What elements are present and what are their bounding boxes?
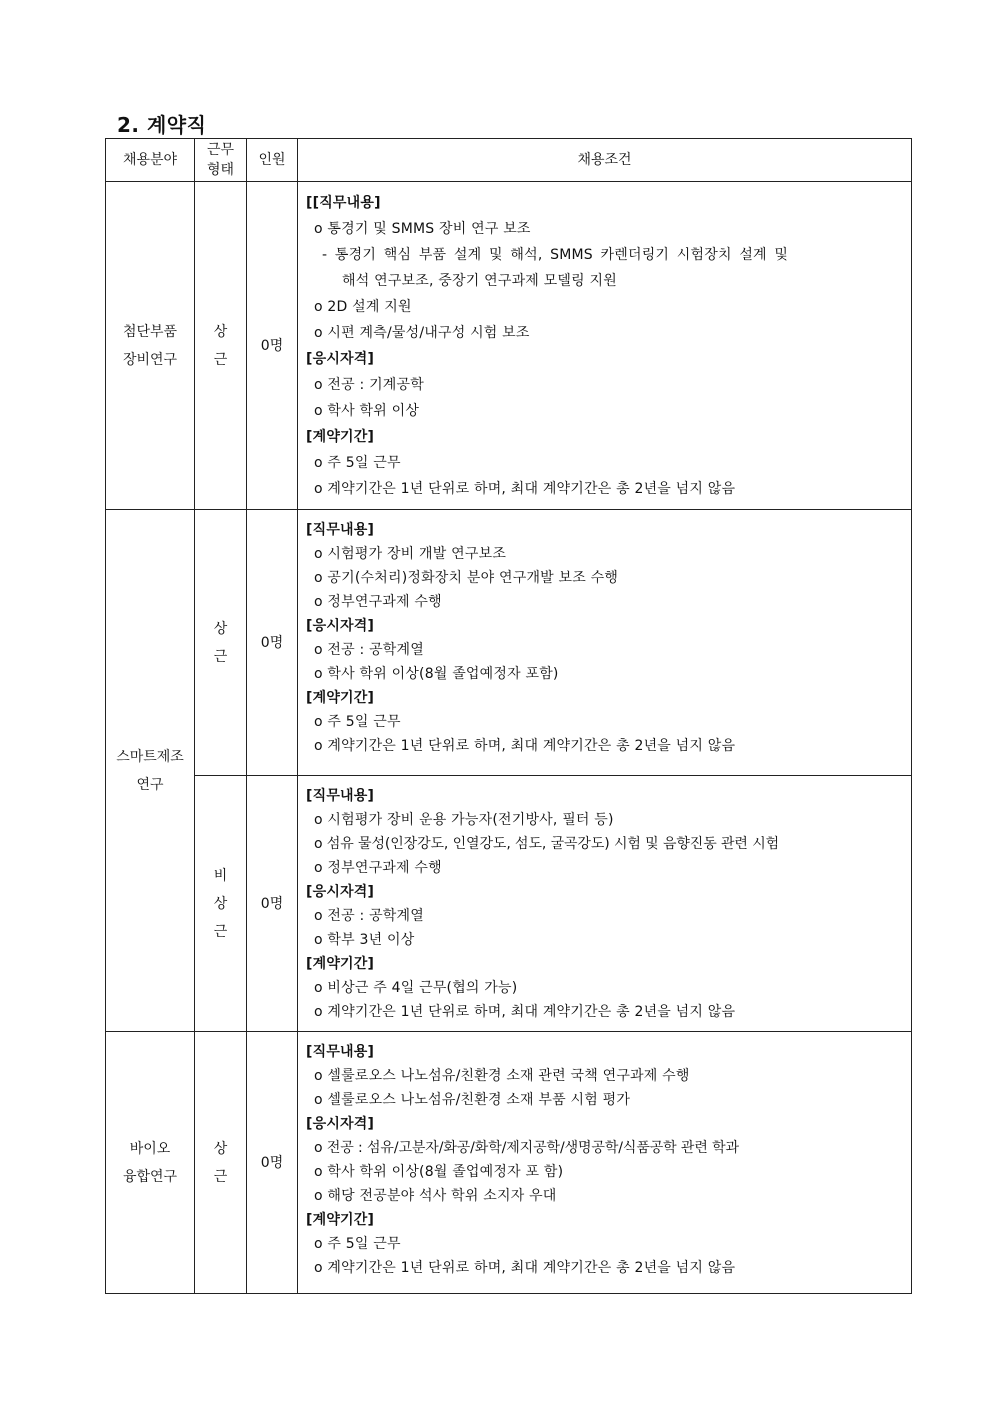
duty-title: [직무내용] bbox=[306, 788, 375, 804]
qual-title: [응시자격] bbox=[306, 351, 375, 367]
conditions-cell bbox=[298, 182, 912, 510]
field-cell: 스마트제조 연구 bbox=[106, 510, 195, 1032]
duty-item: o 시편 계측/물성/내구성 시험 보조 bbox=[314, 325, 530, 341]
period-item: o 주 5일 근무 bbox=[314, 714, 401, 730]
qual-title: [응시자격] bbox=[306, 1116, 375, 1132]
duty-item: o 통경기 및 SMMS 장비 연구 보조 bbox=[314, 221, 531, 237]
header-count: 인원 bbox=[247, 139, 298, 182]
count-cell: 0명 bbox=[247, 776, 298, 1032]
duty-item: o 2D 설계 지원 bbox=[314, 299, 412, 315]
duty-item: o 정부연구과제 수행 bbox=[314, 860, 442, 876]
period-item: o 주 5일 근무 bbox=[314, 455, 401, 471]
header-conditions: 채용조건 bbox=[298, 139, 912, 182]
contract-positions-table bbox=[105, 138, 912, 1294]
field-cell: 바이오 융합연구 bbox=[106, 1032, 195, 1294]
field-cell: 첨단부품 장비연구 bbox=[106, 182, 195, 510]
section-heading: 2. 계약직 bbox=[117, 113, 207, 137]
conditions-cell bbox=[298, 776, 912, 1032]
count-cell: 0명 bbox=[247, 510, 298, 776]
header-form: 근무 형태 bbox=[195, 139, 247, 182]
qual-title: [응시자격] bbox=[306, 618, 375, 634]
period-item: o 주 5일 근무 bbox=[314, 1236, 401, 1252]
count-cell: 0명 bbox=[247, 182, 298, 510]
duty-subitem: - 통경기 핵심 부품 설계 및 해석, SMMS 카렌더링기 시험장치 설계 및 bbox=[322, 247, 789, 263]
duty-item: o 섬유 물성(인장강도, 인열강도, 섬도, 굴곡강도) 시험 및 음향진동 관련 시험 bbox=[314, 836, 780, 852]
duty-title: [[직무내용] bbox=[306, 195, 381, 211]
qual-item: o 학사 학위 이상 bbox=[314, 403, 420, 419]
conditions-cell bbox=[298, 1032, 912, 1294]
qual-item: o 학사 학위 이상(8월 졸업예정자 포함) bbox=[314, 666, 559, 682]
table-row bbox=[106, 776, 912, 1032]
header-row bbox=[106, 139, 912, 182]
count-cell: 0명 bbox=[247, 1032, 298, 1294]
duty-title: [직무내용] bbox=[306, 1044, 375, 1060]
duty-title: [직무내용] bbox=[306, 522, 375, 538]
period-item: o 비상근 주 4일 근무(협의 가능) bbox=[314, 980, 518, 996]
qual-title: [응시자격] bbox=[306, 884, 375, 900]
duty-item: o 공기(수처리)정화장치 분야 연구개발 보조 수행 bbox=[314, 570, 619, 586]
duty-item: o 정부연구과제 수행 bbox=[314, 594, 442, 610]
duty-item: o 셀룰로오스 나노섬유/친환경 소재 관련 국책 연구과제 수행 bbox=[314, 1068, 690, 1084]
duty-subitem-cont: 해석 연구보조, 중장기 연구과제 모델링 지원 bbox=[342, 273, 617, 289]
period-title: [계약기간] bbox=[306, 690, 375, 706]
form-cell: 비 상 근 bbox=[195, 776, 247, 1032]
duty-item: o 시험평가 장비 개발 연구보조 bbox=[314, 546, 507, 562]
period-item: o 계약기간은 1년 단위로 하며, 최대 계약기간은 총 2년을 넘지 않음 bbox=[314, 1004, 736, 1020]
period-title: [계약기간] bbox=[306, 1212, 375, 1228]
qual-item: o 전공 : 공학계열 bbox=[314, 642, 424, 658]
header-field: 채용분야 bbox=[106, 139, 195, 182]
period-item: o 계약기간은 1년 단위로 하며, 최대 계약기간은 총 2년을 넘지 않음 bbox=[314, 1260, 736, 1276]
table-row bbox=[106, 1032, 912, 1294]
qual-item: o 학부 3년 이상 bbox=[314, 932, 415, 948]
qual-item: o 전공 : 기계공학 bbox=[314, 377, 424, 393]
duty-item: o 시험평가 장비 운용 가능자(전기방사, 필터 등) bbox=[314, 812, 614, 828]
period-item: o 계약기간은 1년 단위로 하며, 최대 계약기간은 총 2년을 넘지 않음 bbox=[314, 738, 736, 754]
period-item: o 계약기간은 1년 단위로 하며, 최대 계약기간은 총 2년을 넘지 않음 bbox=[314, 481, 736, 497]
period-title: [계약기간] bbox=[306, 429, 375, 445]
form-cell: 상 근 bbox=[195, 510, 247, 776]
table-row bbox=[106, 182, 912, 510]
conditions-cell bbox=[298, 510, 912, 776]
period-title: [계약기간] bbox=[306, 956, 375, 972]
table-row bbox=[106, 510, 912, 776]
form-cell: 상 근 bbox=[195, 1032, 247, 1294]
qual-item: o 전공 : 섬유/고분자/화공/화학/제지공학/생명공학/식품공학 관련 학과 bbox=[314, 1140, 739, 1156]
duty-item: o 셀룰로오스 나노섬유/친환경 소재 부품 시험 평가 bbox=[314, 1092, 631, 1108]
qual-item: o 전공 : 공학계열 bbox=[314, 908, 424, 924]
qual-item: o 학사 학위 이상(8월 졸업예정자 포 함) bbox=[314, 1164, 564, 1180]
qual-item: o 해당 전공분야 석사 학위 소지자 우대 bbox=[314, 1188, 557, 1204]
form-cell: 상 근 bbox=[195, 182, 247, 510]
